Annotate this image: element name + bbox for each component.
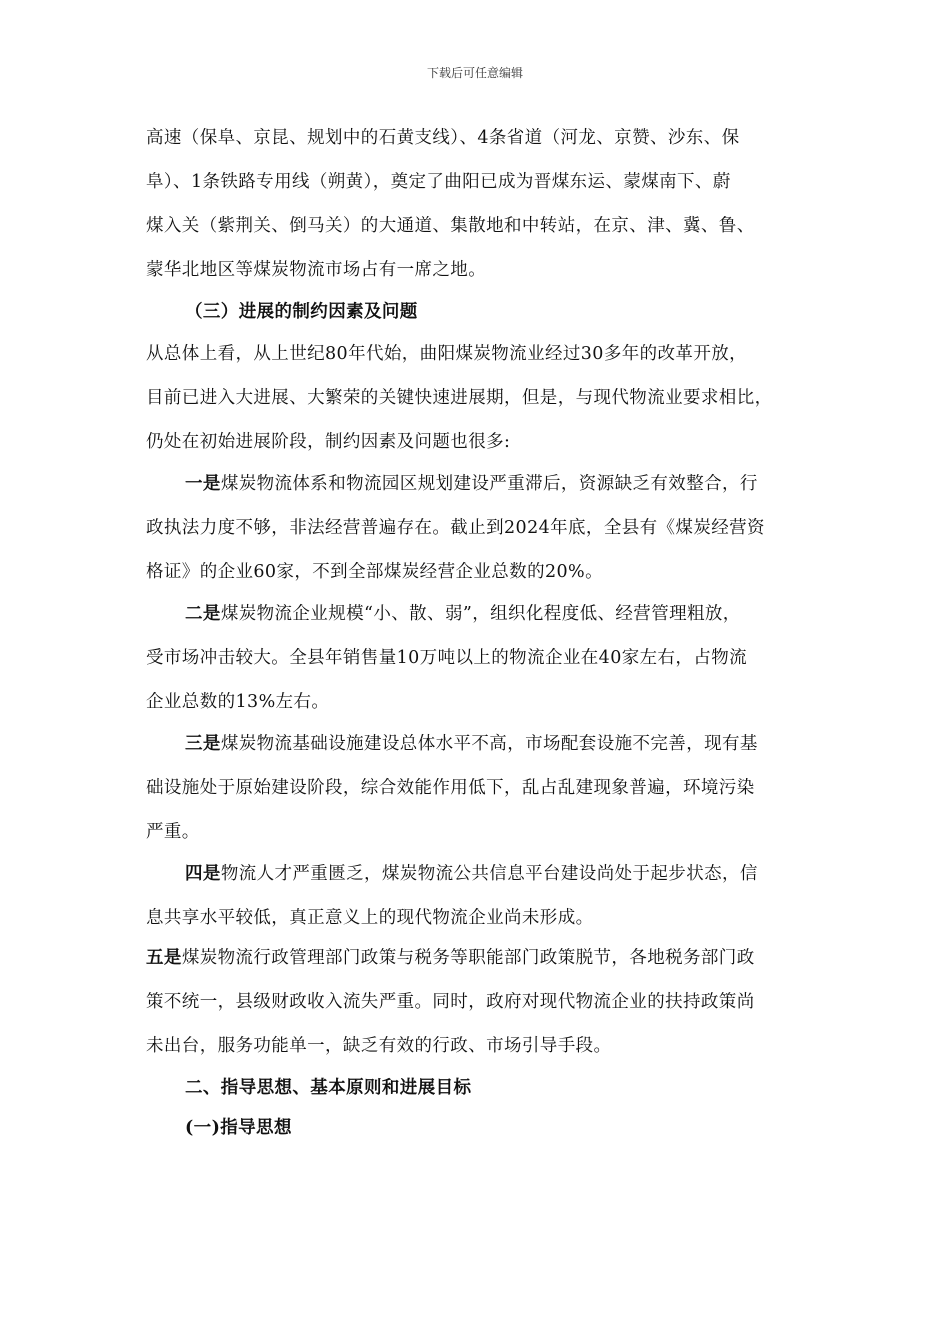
line-20-text: 策不统一，县级财政收入流失严重。同时，政府对现代物流企业的扶持政策尚 bbox=[146, 992, 755, 1012]
line-7 bbox=[146, 430, 510, 454]
line-18 bbox=[146, 906, 594, 930]
line-10-text: 格证》的企业60家，不到全部煤炭经营企业总数的20%。 bbox=[146, 562, 603, 582]
line-16-text: 严重。 bbox=[146, 822, 200, 842]
subsection-heading-1 bbox=[185, 1116, 292, 1140]
line-8 bbox=[185, 472, 758, 496]
line-21 bbox=[146, 1034, 611, 1058]
line-8-text: 煤炭物流体系和物流园区规划建设严重滞后，资源缺乏有效整合，行 bbox=[220, 474, 758, 494]
line-0 bbox=[146, 126, 739, 150]
line-15 bbox=[146, 776, 755, 800]
line-20 bbox=[146, 990, 755, 1014]
line-12 bbox=[146, 646, 747, 670]
line-17 bbox=[185, 862, 758, 886]
line-2 bbox=[146, 214, 755, 238]
line-23-text: (一)指导思想 bbox=[185, 1118, 292, 1138]
section-heading-3 bbox=[185, 300, 418, 324]
line-13-text: 企业总数的13%左右。 bbox=[146, 692, 330, 712]
line-11 bbox=[185, 602, 741, 626]
line-7-text: 仍处在初始进展阶段，制约因素及问题也很多: bbox=[146, 432, 511, 452]
line-21-text: 未出台，服务功能单一，缺乏有效的行政、市场引导手段。 bbox=[146, 1036, 612, 1056]
line-13 bbox=[146, 690, 329, 714]
line-6-text: 目前已进入大进展、大繁荣的关键快速进展期，但是，与现代物流业要求相比， bbox=[146, 388, 773, 408]
line-17-lead: 四是 bbox=[185, 864, 221, 884]
line-0-text: 高速（保阜、京昆、规划中的石黄支线）、4条省道（河龙、京赞、沙东、保 bbox=[146, 128, 740, 148]
line-14-text: 煤炭物流基础设施建设总体水平不高，市场配套设施不完善，现有基 bbox=[220, 734, 758, 754]
line-8-lead: 一是 bbox=[185, 474, 221, 494]
line-12-text: 受市场冲击较大。全县年销售量10万吨以上的物流企业在40家左右，占物流 bbox=[146, 648, 748, 668]
line-6 bbox=[146, 386, 773, 410]
line-4-text: （三）进展的制约因素及问题 bbox=[185, 302, 418, 322]
line-16 bbox=[146, 820, 200, 844]
line-9 bbox=[146, 516, 765, 540]
line-14 bbox=[185, 732, 758, 756]
line-19-lead: 五是 bbox=[146, 948, 182, 968]
line-3-text: 蒙华北地区等煤炭物流市场占有一席之地。 bbox=[146, 260, 487, 280]
section-heading-2 bbox=[185, 1076, 471, 1100]
line-3 bbox=[146, 258, 486, 282]
line-2-text: 煤入关（紫荆关、倒马关）的大通道、集散地和中转站，在京、津、冀、鲁、 bbox=[146, 216, 755, 236]
line-18-text: 息共享水平较低，真正意义上的现代物流企业尚未形成。 bbox=[146, 908, 594, 928]
line-10 bbox=[146, 560, 603, 584]
line-14-lead: 三是 bbox=[185, 734, 221, 754]
line-15-text: 础设施处于原始建设阶段，综合效能作用低下，乱占乱建现象普遍，环境污染 bbox=[146, 778, 755, 798]
line-22-text: 二、指导思想、基本原则和进展目标 bbox=[185, 1078, 472, 1098]
line-19-text: 煤炭物流行政管理部门政策与税务等职能部门政策脱节，各地税务部门政 bbox=[181, 948, 755, 968]
page-header: 下载后可任意编辑 bbox=[426, 66, 523, 80]
line-11-text: 煤炭物流企业规模“小、散、弱”，组织化程度低、经营管理粗放， bbox=[220, 604, 741, 624]
line-19 bbox=[146, 946, 755, 970]
line-5 bbox=[146, 342, 747, 366]
line-5-text: 从总体上看，从上世纪80年代始，曲阳煤炭物流业经过30多年的改革开放， bbox=[146, 344, 748, 364]
line-11-lead: 二是 bbox=[185, 604, 221, 624]
line-1-text: 阜）、1条铁路专用线（朔黄），奠定了曲阳已成为晋煤东运、蒙煤南下、蔚 bbox=[146, 172, 731, 192]
line-1 bbox=[146, 170, 731, 194]
line-9-text: 政执法力度不够，非法经营普遍存在。截止到2024年底，全县有《煤炭经营资 bbox=[146, 518, 765, 538]
line-17-text: 物流人才严重匮乏，煤炭物流公共信息平台建设尚处于起步状态，信 bbox=[220, 864, 758, 884]
